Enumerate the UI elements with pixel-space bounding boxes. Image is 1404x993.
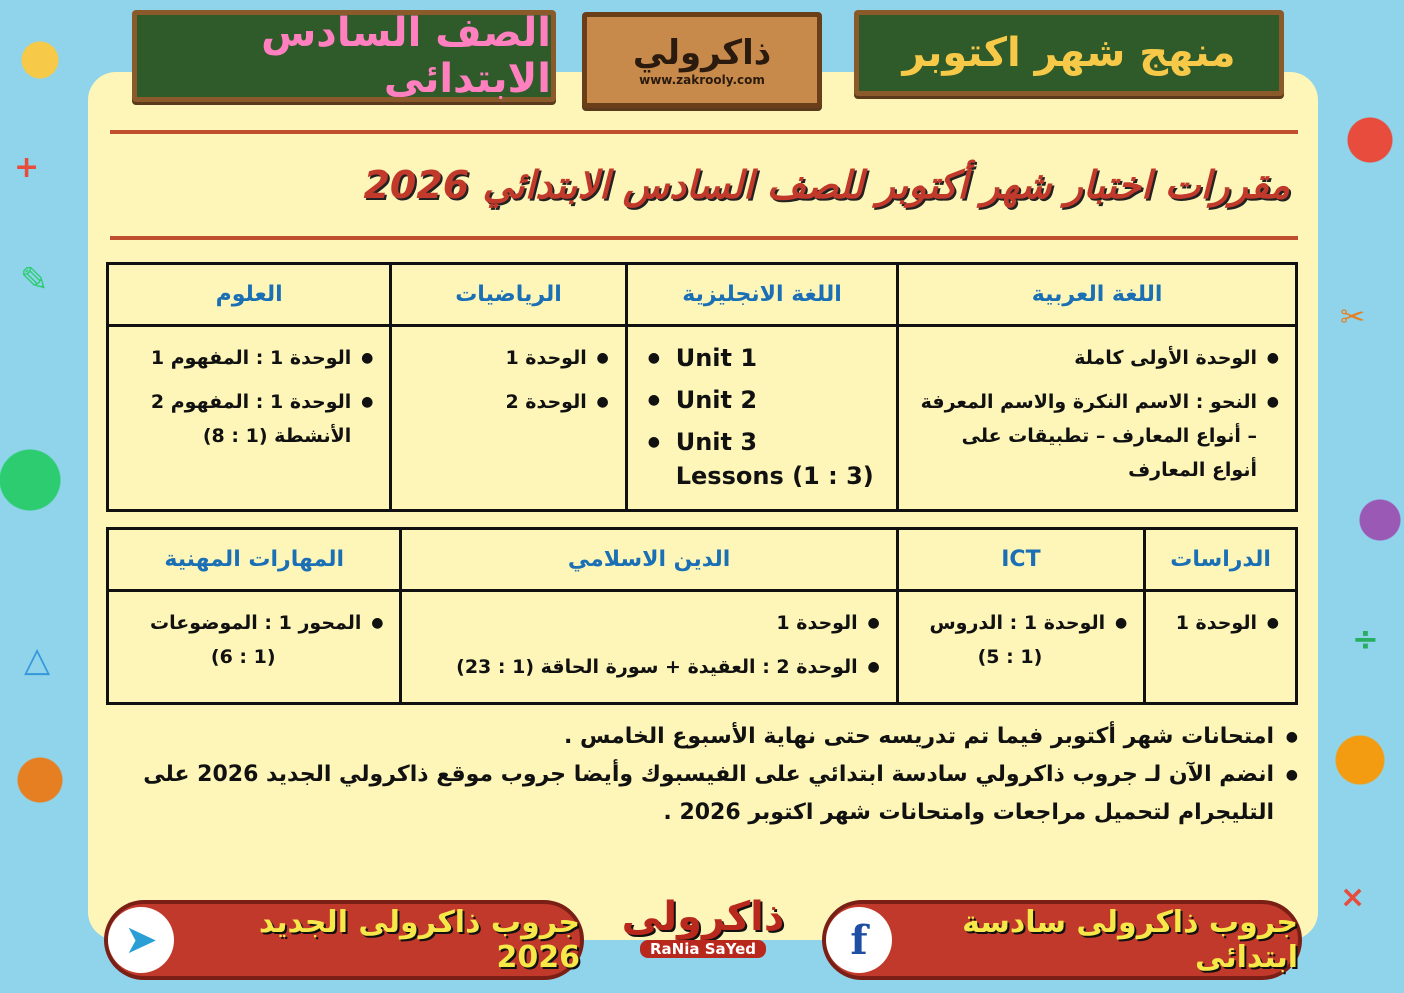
list-item	[125, 385, 373, 453]
table-row	[108, 591, 1297, 704]
cell-arabic	[898, 326, 1297, 511]
site-logo	[582, 12, 822, 108]
list-item-continuation: (1 : 6)	[210, 646, 276, 668]
notes-section	[106, 718, 1298, 832]
subjects-table-1	[106, 262, 1298, 512]
cell-ict	[897, 591, 1144, 704]
list-item-text: الوحدة 1 : الدروس	[929, 612, 1106, 634]
header-ict: ICT	[897, 529, 1144, 591]
footer-logo-text: ذاكرولى	[621, 894, 785, 940]
facebook-group-banner[interactable]	[822, 900, 1302, 980]
telegram-icon: ➤	[108, 907, 174, 973]
list-item-continuation: الأنشطة (1 : 8)	[202, 425, 352, 447]
header-english: اللغة الانجليزية	[626, 264, 898, 326]
decor-shape: △	[24, 640, 51, 680]
curriculum-sign-text: منهج شهر اكتوبر	[902, 30, 1236, 76]
list-item: ● الوحدة 1	[1162, 606, 1279, 640]
note-item: ● امتحانات شهر أكتوبر فيما تم تدريسه حتى نهاية الأسبوع الخامس .	[106, 718, 1298, 756]
list-item: ● النحو : الاسم النكرة والاسم المعرفة – أنواع المعارف – تطبيقات على أنواع المعارف	[915, 385, 1279, 487]
header-science: العلوم	[108, 264, 391, 326]
list-item-text: الوحدة 1 : المفهوم 2	[150, 391, 352, 413]
facebook-group-label: جروب ذاكرولى سادسة ابتدائى	[962, 905, 1298, 975]
list-item: ● الوحدة الأولى كاملة	[915, 341, 1279, 375]
decor-shape: ×	[1340, 880, 1366, 915]
header-math: الرياضيات	[391, 264, 626, 326]
list-item: ● الوحدة 2 : العقيدة + سورة الحاقة (1 : 23)	[418, 650, 879, 684]
list-item: ● الوحدة 2	[408, 385, 608, 419]
site-logo-url: www.zakrooly.com	[639, 73, 765, 87]
cell-religion	[401, 591, 897, 704]
title-rule-bottom	[110, 236, 1298, 240]
table-header-row	[108, 529, 1297, 591]
table-header-row	[108, 264, 1297, 326]
page-title: مقررات اختبار شهر أكتوبر للصف السادس الابتدائي 2026	[363, 163, 1290, 207]
list-item: ● الوحدة 1	[408, 341, 608, 375]
list-item: ● الوحدة 1 : المفهوم 1	[125, 341, 373, 375]
header-religion: الدين الاسلامي	[401, 529, 897, 591]
list-item: ● Unit 3	[648, 425, 881, 459]
list-item	[915, 606, 1127, 674]
grade-sign-text: الصف السادس الابتدائى	[261, 10, 551, 102]
cell-math	[391, 326, 626, 511]
decor-shape: ✎	[20, 260, 49, 300]
header-vocational: المهارات المهنية	[108, 529, 401, 591]
list-item	[125, 606, 383, 674]
footer-logo	[608, 870, 798, 982]
telegram-group-banner[interactable]	[104, 900, 584, 980]
header-studies: الدراسات	[1145, 529, 1297, 591]
grade-sign	[132, 10, 556, 102]
list-item: ● الوحدة 1	[418, 606, 879, 640]
table-row	[108, 326, 1297, 511]
cell-vocational	[108, 591, 401, 704]
cell-science	[108, 326, 391, 511]
telegram-group-label: جروب ذاكرولى الجديد 2026	[258, 905, 580, 975]
decor-shape: +	[14, 150, 40, 185]
footer-logo-sub: RaNia SaYed	[640, 940, 766, 958]
list-item: Lessons (1 : 3)	[675, 462, 874, 490]
list-item-text: المحور 1 : الموضوعات	[150, 612, 362, 634]
cell-english	[626, 326, 898, 511]
list-item: ● Unit 2	[648, 383, 881, 417]
site-logo-text: ذاكرولي	[632, 33, 772, 73]
decor-shape: ✂	[1340, 300, 1366, 335]
note-item: ● انضم الآن لـ جروب ذاكرولي سادسة ابتدائي على الفيسبوك وأيضا جروب موقع ذاكرولي الجديد 2026 على التليجرام لتحميل مراجعات وامتحانات شهر اكتوبر 2026 .	[106, 756, 1298, 832]
subjects-table-2	[106, 527, 1298, 705]
curriculum-sign	[854, 10, 1284, 96]
header-arabic: اللغة العربية	[898, 264, 1297, 326]
title-rule-top	[110, 130, 1298, 134]
cell-studies	[1145, 591, 1297, 704]
decor-shape: ÷	[1352, 620, 1379, 658]
list-item-continuation: (1 : 5)	[977, 646, 1043, 668]
facebook-icon: f	[826, 907, 892, 973]
list-item: ● Unit 1	[648, 341, 881, 375]
